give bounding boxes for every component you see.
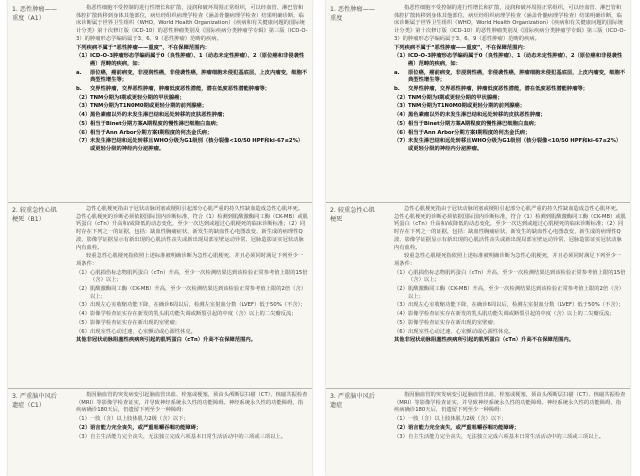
list-item-number: （5） [394, 120, 409, 127]
list-item-number: （2） [394, 94, 409, 101]
list-item-text: 出现室性心动过速、心室颤动或心源性休克。 [90, 328, 196, 335]
list-item-number: （1） [76, 53, 91, 60]
list-item-number: （4） [394, 112, 409, 119]
list-item-number: a. [76, 69, 82, 76]
list-item-number: （1） [76, 269, 90, 276]
list-item-text: 原位癌，癌前病变，非浸润性癌，非侵袭性癌，肿瘤细胞未侵犯基底层，上皮内瘤变，细胞不典型性增生等； [90, 69, 308, 84]
list-item [394, 320, 626, 328]
list-item [394, 302, 626, 310]
list-item-text: 一肢（含）以上肢体肌力2级（含）以下； [90, 416, 189, 423]
section-body [394, 392, 626, 442]
list-item-number: （2） [76, 286, 90, 293]
list-item [394, 270, 626, 285]
right-document-page [326, 0, 630, 476]
list-item [394, 95, 626, 103]
section-body [76, 5, 308, 155]
list-item-number: （2） [76, 424, 91, 431]
section-malignant-tumor [8, 2, 312, 202]
list-item-text: 影像学检查证实存在新发的乳头肌功能失调或断裂引起的中度（含）以上的二尖瓣反流； [408, 311, 615, 318]
section-intro: 指恶性细胞不受控制的进行性增长和扩散，浸润和破坏周围正常组织，可以经血管、淋巴管和体腔扩散转移到身体其他部位，病灶经组织病理学检查（涵盖骨髓病理学检查）结果明确诊断，临床诊断属于世界卫生组织（WHO，World Health Organization）《疾病和有关健康问题的国际统计分类》第十次修订版（ICD-10）的恶性肿瘤类别及《国际疾病分类肿瘤学专辑》第三版（ICD-O-3）的肿瘤形态学编码属于3、6、9（恶性肿瘤）范畴的疾病。 [394, 5, 626, 42]
list-item [394, 70, 626, 85]
list-item-text: 相当于Ann Arbor分期方案I期程度的何杰金氏病； [90, 129, 213, 136]
section-intro: 急性心肌梗死指由于冠状动脉闭塞或梗阻引起部分心肌严重的持久性缺血造成急性心肌坏死。急性心肌梗死的诊断必须依据国际国内诊断标准，符合（1）检测到肌酸激酶同工酶（CK-MB）或肌钙蛋白（cTn）升高和/或降低的动态变化，至少一次达到或超过心肌梗死的临床诊断标准；（2）同时存在下列之一的证据，包括：缺血性胸痛症状、新发生的缺血性心电图改变、新生成的病理性Q波、影像学证据显示有新出现的心肌活性丧失或新出现局部室壁运动异常、冠脉造影证实冠状动脉内有血栓。 [394, 206, 626, 251]
exclusion-lead: 下列疾病不属于“恶性肿瘤——重度”，不在保障范围内： [394, 44, 529, 51]
section-malignant-tumor [326, 2, 630, 202]
section-lead: 较重急性心肌梗死指依照上述标准被明确诊断为急性心肌梗死，并且必须同时满足下列至少一项条件： [394, 253, 622, 267]
list-item-text: 心肌损伤标志物肌钙蛋白（cTn）升高，至少一次检测结果达到该检验正常参考值上限的15倍（含）以上； [90, 269, 308, 284]
list-item-text: ICD-O-3肿瘤形态学编码属于0（良性肿瘤）、1（动态未定性肿瘤）、2（原位癌和非侵袭性癌）范畴的疾病，如： [408, 53, 623, 67]
section-heart-attack [8, 202, 312, 388]
list-item-text: ICD-O-3肿瘤形态学编码属于0（良性肿瘤）、1（动态未定性肿瘤）、2（原位癌和非侵袭性癌）范畴的疾病，如： [90, 53, 305, 67]
list-item [76, 121, 308, 129]
list-item [76, 53, 308, 68]
list-item-text: 黑色素瘤以外的未发生淋巴结和远处转移的皮肤恶性肿瘤； [408, 112, 546, 119]
list-item-number: （6） [394, 328, 408, 335]
list-item-number: （6） [76, 328, 90, 335]
list-item-text: 出现室性心动过速、心室颤动或心源性休克。 [408, 328, 514, 335]
section-title: 2. 较重急性心肌 梗死 [330, 207, 375, 223]
section-body [394, 206, 626, 346]
list-item [394, 416, 626, 424]
list-item [394, 425, 626, 433]
list-item [76, 86, 308, 94]
condition-list [394, 416, 626, 441]
list-item-number: （3） [76, 302, 90, 309]
section-intro: 指因脑血管的突发病变引起脑血管出血、栓塞或梗塞，须由头颅断层扫描（CT）、核磁共振检查（MRI）等影像学检查证实，并导致神经系统永久性的功能障碍。神经系统永久性的功能障碍，指疾病确诊180天后，仍遗留下列至少一种障碍： [76, 392, 308, 414]
section-body [394, 5, 626, 155]
list-item-text: 肌酸激酶同工酶（CK-MB）升高，至少一次检测结果达到该检验正常参考值上限的2倍（含）以上； [408, 286, 625, 300]
list-item [76, 311, 308, 319]
condition-list [76, 416, 308, 441]
section-closing: 其他非冠状动脉阻塞性疾病所引起的肌钙蛋白（cTn）升高不在保障范围内。 [76, 337, 257, 344]
list-item [394, 53, 626, 68]
section-title: 2. 较重急性心肌 梗死（B1） [12, 207, 57, 223]
list-item-number: （3） [394, 103, 409, 110]
list-item-number: （1） [394, 269, 408, 276]
left-document-page [8, 0, 312, 476]
list-item [394, 130, 626, 138]
list-item-number: （5） [394, 319, 408, 326]
list-item-number: （4） [394, 311, 408, 318]
list-item-text: 相当于Binet分期方案A期程度的慢性淋巴细胞白血病； [408, 120, 540, 127]
list-item-number: （3） [394, 302, 408, 309]
list-item-text: 未发生淋巴结和远处转移且WHO分级为G1级别（核分裂像<10/50 HPF和ki-67≤2%）或更轻分级的神经内分泌肿瘤。 [408, 138, 622, 152]
list-item-number: （4） [76, 311, 90, 318]
section-intro: 指因脑血管的突发病变引起脑血管出血、栓塞或梗塞，须由头颅断层扫描（CT）、核磁共振检查（MRI）等影像学检查证实，并导致神经系统永久性的功能障碍。神经系统永久性的功能障碍，指疾病确诊180天后，仍遗留下列至少一种障碍： [394, 392, 626, 414]
list-item [394, 121, 626, 129]
list-item-text: 交界性肿瘤，交界恶性肿瘤，肿瘤低度恶性潜能，潜在低度恶性潜能肿瘤等； [90, 86, 271, 93]
list-item [76, 286, 308, 301]
list-item [76, 70, 308, 85]
list-item-number: （3） [76, 103, 91, 110]
section-heart-attack [326, 202, 630, 388]
list-item-text: 影像学检查证实存在新发的乳头肌功能失调或断裂引起的中度（含）以上的二尖瓣反流； [90, 311, 297, 318]
list-item-text: 自主生活能力完全丧失，无法独立完成六项基本日常生活活动中的三项或三项以上。 [408, 433, 604, 440]
list-item-number: （7） [394, 138, 409, 145]
list-item-number: （1） [394, 416, 408, 423]
list-item [76, 434, 308, 442]
section-stroke [8, 388, 312, 476]
list-item [76, 425, 308, 433]
list-item-text: 自主生活能力完全丧失，无法独立完成六项基本日常生活活动中的三项或三项以上。 [90, 433, 286, 440]
list-item-text: 出现左心室收缩功能下降，在确诊6周以后，检测左室射血分数（LVEF）低于50%（不含）； [408, 302, 624, 309]
list-item-number: （3） [394, 433, 408, 440]
list-item [394, 311, 626, 319]
exclusion-list [394, 53, 626, 153]
list-item-number: a. [394, 69, 400, 76]
list-item-number: （5） [76, 120, 91, 127]
section-lead: 较重急性心肌梗死指依照上述标准被明确诊断为急性心肌梗死，并且必须同时满足下列至少一项条件： [76, 253, 304, 267]
list-item [76, 416, 308, 424]
list-item [394, 138, 626, 153]
list-item-number: （6） [394, 129, 409, 136]
list-item-number: （2） [394, 424, 409, 431]
list-item-number: （1） [76, 416, 90, 423]
list-item [76, 95, 308, 103]
condition-list [76, 270, 308, 337]
list-item-text: 肌酸激酶同工酶（CK-MB）升高，至少一次检测结果达到该检验正常参考值上限的2倍（含）以上； [90, 286, 307, 300]
list-item-text: 原位癌，癌前病变，非浸润性癌，非侵袭性癌，肿瘤细胞未侵犯基底层，上皮内瘤变，细胞不典型性增生等； [408, 69, 626, 84]
list-item [76, 320, 308, 328]
list-item-text: 影像学检查证实存在新出现的室壁瘤； [90, 319, 181, 326]
list-item-text: 黑色素瘤以外的未发生淋巴结和远处转移的皮肤恶性肿瘤； [90, 112, 228, 119]
list-item-number: （6） [76, 129, 91, 136]
list-item-text: 语言能力完全丧失，或严重咀嚼吞咽功能障碍； [408, 424, 520, 431]
list-item-number: （1） [394, 53, 409, 60]
list-item-number: （7） [76, 138, 91, 145]
section-body [76, 206, 308, 346]
section-title: 3. 严重脑中风后 遗症 [330, 393, 375, 409]
section-intro: 指恶性细胞不受控制的进行性增长和扩散，浸润和破坏周围正常组织，可以经血管、淋巴管和体腔扩散转移到身体其他部位，病灶经组织病理学检查（涵盖骨髓病理学检查）结果明确诊断，临床诊断属于世界卫生组织（WHO，World Health Organization）《疾病和有关健康问题的国际统计分类》第十次修订版（ICD-10）的恶性肿瘤类别及《国际疾病分类肿瘤学专辑》第三版（ICD-O-3）的肿瘤形态学编码属于3、6、9（恶性肿瘤）范畴的疾病。 [76, 5, 308, 42]
list-item [394, 103, 626, 111]
list-item [76, 329, 308, 337]
list-item [76, 112, 308, 120]
list-item-number: （2） [394, 286, 408, 293]
list-item-text: 未发生淋巴结和远处转移且WHO分级为G1级别（核分裂像<10/50 HPF和ki-67≤2%）或更轻分级的神经内分泌肿瘤。 [90, 138, 304, 152]
section-stroke [326, 388, 630, 476]
list-item-number: （3） [76, 433, 90, 440]
list-item [394, 434, 626, 442]
section-title: 3. 严重脑中风后 遗症（C1） [12, 393, 57, 409]
list-item-text: TNM分期为I期或更轻分期的甲状腺癌； [90, 94, 185, 101]
section-body [76, 392, 308, 442]
list-item [76, 130, 308, 138]
list-item-text: TNM分期为T1N0M0期或更轻分期的前列腺癌； [90, 103, 208, 110]
list-item [394, 86, 626, 94]
list-item-text: 交界性肿瘤，交界恶性肿瘤，肿瘤低度恶性潜能，潜在低度恶性潜能肿瘤等； [408, 86, 589, 93]
list-item-text: TNM分期为T1N0M0期或更轻分期的前列腺癌； [408, 103, 526, 110]
list-item-text: TNM分期为I期或更轻分期的甲状腺癌； [408, 94, 503, 101]
section-closing: 其他非冠状动脉阻塞性疾病所引起的肌钙蛋白（cTn）升高不在保障范围内。 [394, 337, 575, 344]
list-item [76, 103, 308, 111]
list-item [76, 138, 308, 153]
list-item-number: （4） [76, 112, 91, 119]
list-item-text: 一肢（含）以上肢体肌力2级（含）以下； [408, 416, 507, 423]
condition-list [394, 270, 626, 337]
list-item-text: 心肌损伤标志物肌钙蛋白（cTn）升高，至少一次检测结果达到该检验正常参考值上限的15倍（含）以上； [408, 269, 626, 284]
list-item [394, 329, 626, 337]
section-title: 1. 恶性肿瘤—— 重度 [330, 6, 375, 22]
exclusion-lead: 下列疾病不属于“恶性肿瘤——重度”，不在保障范围内： [76, 44, 211, 51]
list-item-number: b. [394, 86, 400, 93]
list-item-text: 相当于Ann Arbor分期方案I期程度的何杰金氏病； [408, 129, 531, 136]
list-item [394, 286, 626, 301]
list-item-text: 相当于Binet分期方案A期程度的慢性淋巴细胞白血病； [90, 120, 222, 127]
list-item-number: （5） [76, 319, 90, 326]
list-item [394, 112, 626, 120]
section-title: 1. 恶性肿瘤—— 重度（A1） [12, 6, 57, 22]
exclusion-list [76, 53, 308, 153]
list-item-text: 语言能力完全丧失，或严重咀嚼吞咽功能障碍； [90, 424, 202, 431]
list-item-text: 出现左心室收缩功能下降，在确诊6周以后，检测左室射血分数（LVEF）低于50%（不含）； [90, 302, 306, 309]
list-item [76, 302, 308, 310]
list-item-number: （2） [76, 94, 91, 101]
section-intro: 急性心肌梗死指由于冠状动脉闭塞或梗阻引起部分心肌严重的持久性缺血造成急性心肌坏死。急性心肌梗死的诊断必须依据国际国内诊断标准，符合（1）检测到肌酸激酶同工酶（CK-MB）或肌钙蛋白（cTn）升高和/或降低的动态变化，至少一次达到或超过心肌梗死的临床诊断标准；（2）同时存在下列之一的证据，包括：缺血性胸痛症状、新发生的缺血性心电图改变、新生成的病理性Q波、影像学证据显示有新出现的心肌活性丧失或新出现局部室壁运动异常、冠脉造影证实冠状动脉内有血栓。 [76, 206, 308, 251]
list-item [76, 270, 308, 285]
list-item-text: 影像学检查证实存在新出现的室壁瘤； [408, 319, 499, 326]
list-item-number: b. [76, 86, 82, 93]
